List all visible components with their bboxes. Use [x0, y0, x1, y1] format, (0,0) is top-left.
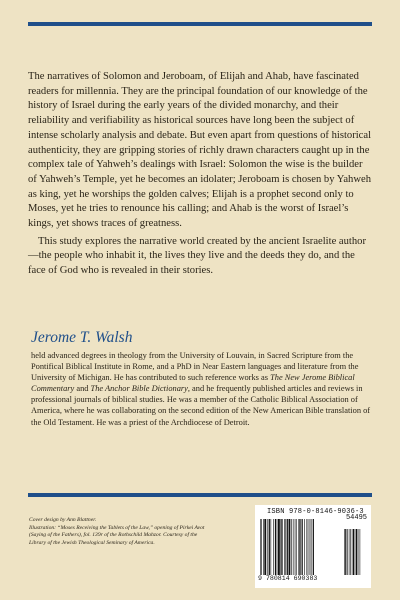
barcode-bar [273, 519, 274, 575]
barcode-bar [284, 519, 285, 575]
isbn-label: ISBN 978-0-8146-9036-3 [267, 508, 364, 516]
barcode-bar [307, 519, 308, 575]
back-cover-blurb [28, 70, 372, 279]
barcode-addon-bar [356, 529, 357, 575]
barcode-bar [296, 519, 297, 575]
author-name: Jerome T. Walsh [31, 329, 133, 346]
illustration-credit: Illustration: “Moses Receiving the Tablets of the Law,” opening of Pirkei Avot (Saying of the Fathers), fol. 139r of the Rothschild Mahzor. Courtesy of the Library of the Jewish Theological Seminary of America. [29, 524, 205, 546]
barcode-bar [277, 519, 278, 575]
barcode-bar [310, 519, 311, 575]
barcode-bar [289, 519, 291, 575]
author-bio-and: and [74, 384, 91, 394]
barcode-bar [313, 519, 314, 575]
barcode-bar [300, 519, 301, 575]
barcode-addon-bar [360, 529, 361, 575]
reference-work-2: The Anchor Bible Dictionary [90, 384, 188, 394]
barcode-bar [264, 519, 266, 575]
barcode-addon-bar [355, 529, 356, 575]
cover-credits [29, 517, 209, 547]
author-bio [31, 350, 371, 428]
barcode-addon-bar [349, 529, 350, 575]
barcode-addon-bar [347, 529, 348, 575]
author-bio-text-1: held advanced degrees in theology from the University of Louvain, in Sacred Scripture from the Pontifical Biblical Institute in Rome, and a PhD in Near Eastern languages and literature from the University of Michigan. He has contributed to such reference works as [31, 351, 359, 383]
reference-work-1: The New Jerome Biblical Commentary [31, 373, 355, 394]
barcode-bar [295, 519, 296, 575]
barcode-bar [311, 519, 312, 575]
barcode-bar [280, 519, 281, 575]
blurb-paragraph-2: This study explores the narrative world created by the ancient Israelite author—the people who inhabit it, the lives they live and the deeds they do, and the face of God who is revealed in their stories. [28, 235, 366, 277]
cover-design-credit: Cover design by Ann Blattner. [29, 517, 97, 523]
barcode-bar [278, 519, 280, 575]
barcode-bar [282, 519, 283, 575]
blurb-paragraph-1: The narratives of Solomon and Jeroboam, of Elijah and Ahab, have fascinated readers for millennia. They are the principal foundation of our knowledge of the history of Israel during the early years of the divided monarchy, and their reliability and verifiability as historical sources have long been the subject of intense scholarly analysis and debate. But even apart from questions of historical authenticity, they are gripping stories of richly drawn characters caught up in the complex tale of Yahweh’s dealings with Israel: Solomon the wise is the builder of Yahweh’s Temple, yet he becomes an idolater; Jeroboam is chosen by Yahweh as king, yet he worships the golden calves; Elijah is a prophet second only to Moses, yet he tries to renounce his calling; and Ahab is the worst of Israel’s kings, yet shows traces of greatness. [28, 71, 372, 230]
top-rule [28, 22, 372, 26]
barcode-bar [260, 519, 261, 575]
barcode-bar [285, 519, 286, 575]
barcode-bar [269, 519, 270, 575]
barcode-addon-bar [345, 529, 346, 575]
author-bio-text-2: , and he frequently published articles and reviews in professional journals of biblical studies. He was a member of the Catholic Biblical Association of America, where he was collaborating on the second edition of the New American Bible translation of the Old Testament. He was a priest of the Archdiocese of Detroit. [31, 384, 371, 427]
barcode-bar [298, 519, 299, 575]
barcode-bar [275, 519, 276, 575]
barcode-bar [308, 519, 309, 575]
price-code: 54495 [345, 514, 367, 522]
barcode-addon-bar [350, 529, 351, 575]
barcode-bar [287, 519, 288, 575]
barcode-bar [267, 519, 268, 575]
barcode-bar [271, 519, 272, 575]
barcode-bar [302, 519, 303, 575]
barcode-addon-bar [358, 529, 359, 575]
barcode-addon-bar [344, 529, 345, 575]
barcode-digits: 9 780814 690383 [258, 575, 318, 582]
bottom-rule [28, 493, 372, 497]
barcode-bar [261, 519, 262, 575]
barcode-bar [263, 519, 264, 575]
barcode-bar [291, 519, 292, 575]
barcode-addon-bar [352, 529, 353, 575]
isbn-barcode [255, 505, 371, 588]
barcode-bar [293, 519, 294, 575]
barcode-bar [304, 519, 305, 575]
barcode-addon-bar [353, 529, 354, 575]
barcode-bars [260, 519, 366, 575]
